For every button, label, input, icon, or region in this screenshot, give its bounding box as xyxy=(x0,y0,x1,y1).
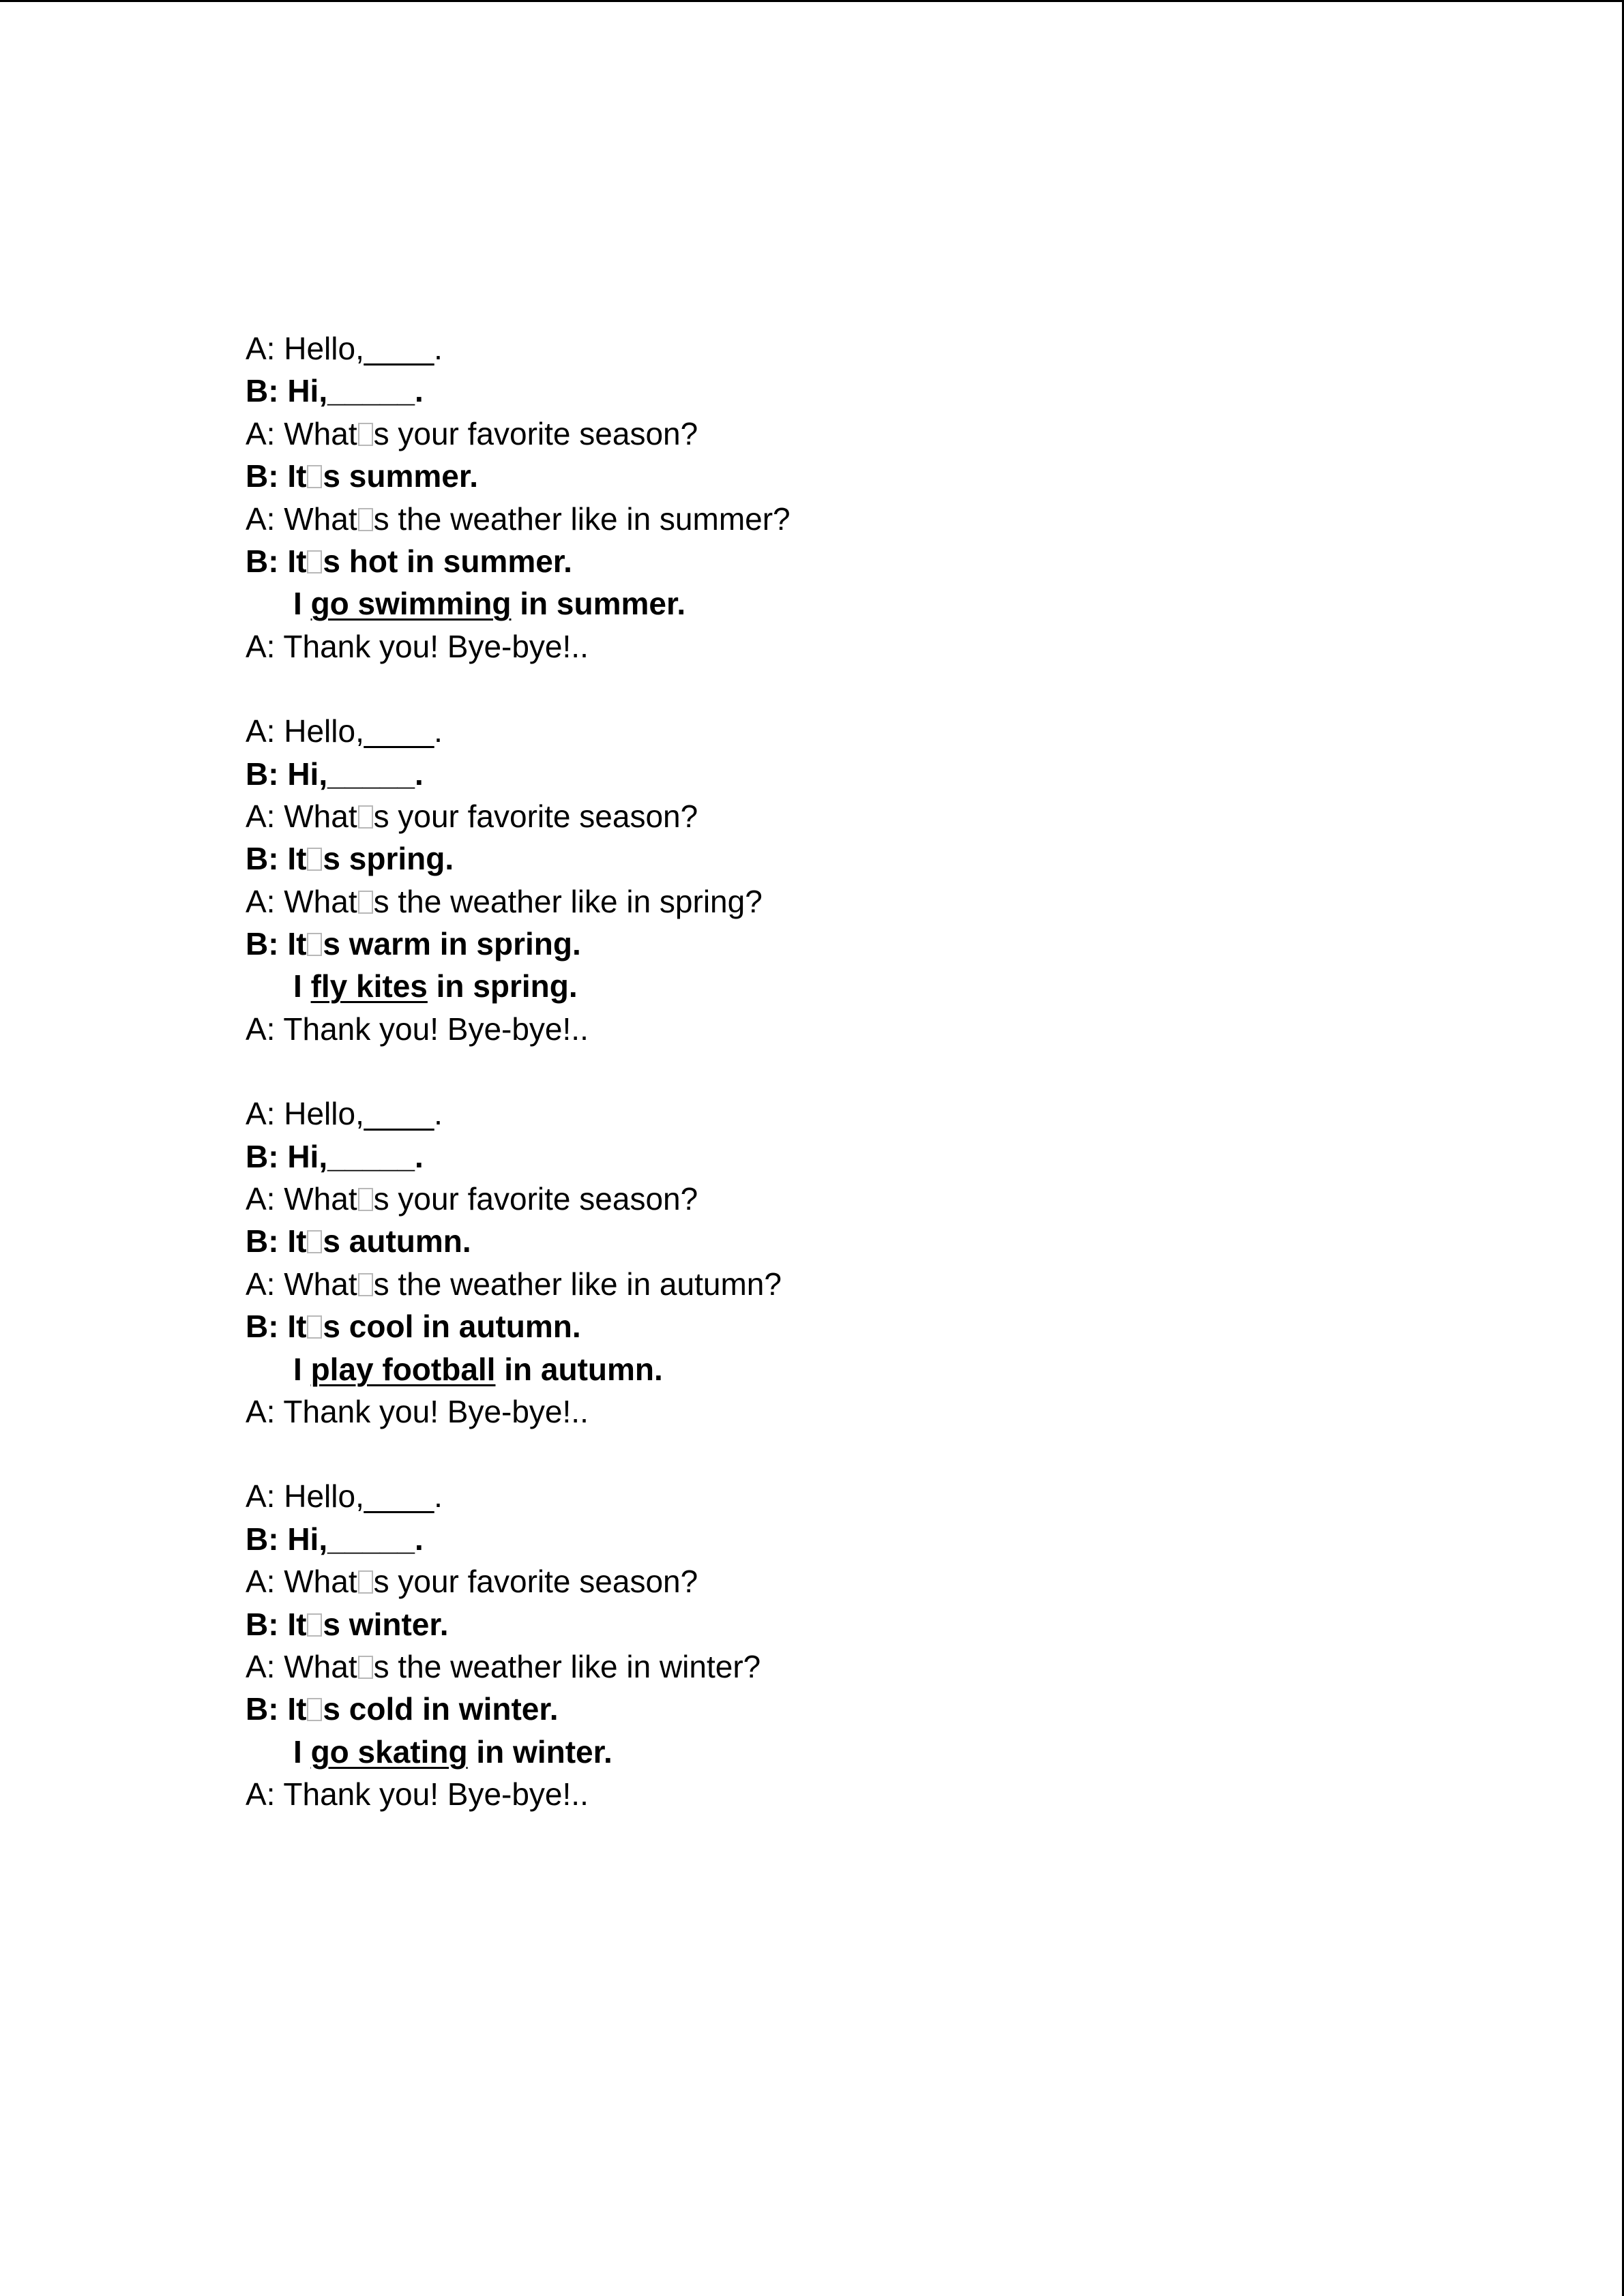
text-segment: s your favorite season? xyxy=(373,1564,698,1600)
text-segment: s the weather like in winter? xyxy=(373,1648,761,1684)
activity-underlined: play football xyxy=(310,1351,496,1387)
text-segment: A: What xyxy=(246,798,357,834)
missing-glyph-icon xyxy=(358,1273,373,1296)
text-segment: s summer. xyxy=(323,458,478,494)
activity-underlined: go swimming xyxy=(310,586,512,622)
line-b-favorite-answer xyxy=(246,837,1541,880)
text-segment: s hot in summer. xyxy=(323,543,572,579)
line-b-favorite-answer xyxy=(246,1603,1541,1645)
text-segment: in summer. xyxy=(511,586,686,622)
missing-glyph-icon xyxy=(358,423,373,446)
dialogue-winter xyxy=(246,1475,1541,1815)
activity-underlined: fly kites xyxy=(310,968,428,1004)
text-segment: B: It xyxy=(246,1223,307,1259)
dialogue-spring xyxy=(246,710,1541,1050)
dialogue-summer xyxy=(246,327,1541,668)
line-b-hi: B: Hi,_____. xyxy=(246,1521,424,1557)
line-a-favorite-question xyxy=(246,1560,1541,1602)
missing-glyph-icon xyxy=(307,933,322,956)
text-segment: A: What xyxy=(246,1266,357,1302)
text-segment: I xyxy=(293,586,311,622)
line-a-favorite-question xyxy=(246,795,1541,837)
line-a-hello: A: Hello,____. xyxy=(246,713,443,749)
line-b-weather-answer xyxy=(246,1305,1541,1347)
text-segment: I xyxy=(293,1351,311,1387)
text-segment: in autumn. xyxy=(495,1351,663,1387)
missing-glyph-icon xyxy=(307,848,322,871)
missing-glyph-icon xyxy=(307,465,322,488)
line-b-hi: B: Hi,_____. xyxy=(246,1138,424,1174)
missing-glyph-icon xyxy=(307,550,322,573)
missing-glyph-icon xyxy=(358,1656,373,1679)
text-segment: B: It xyxy=(246,458,307,494)
missing-glyph-icon xyxy=(307,1613,322,1637)
missing-glyph-icon xyxy=(307,1315,322,1339)
text-segment: B: It xyxy=(246,543,307,579)
missing-glyph-icon xyxy=(358,805,373,829)
text-segment: s the weather like in summer? xyxy=(373,501,791,537)
text-segment: I xyxy=(293,968,311,1004)
text-segment: B: It xyxy=(246,1309,307,1345)
line-a-bye: A: Thank you! Bye-bye!.. xyxy=(246,1776,589,1813)
text-segment: s your favorite season? xyxy=(373,798,698,834)
text-segment: s autumn. xyxy=(323,1223,471,1259)
line-b-activity xyxy=(246,1731,1541,1773)
line-b-activity xyxy=(246,1348,1541,1390)
line-a-hello: A: Hello,____. xyxy=(246,1096,443,1132)
line-a-favorite-question xyxy=(246,1178,1541,1220)
document-body xyxy=(246,327,1541,1858)
text-segment: I xyxy=(293,1733,311,1770)
line-b-activity xyxy=(246,965,1541,1007)
text-segment: A: What xyxy=(246,1648,357,1684)
missing-glyph-icon xyxy=(358,508,373,531)
line-a-bye: A: Thank you! Bye-bye!.. xyxy=(246,1011,589,1047)
line-a-bye: A: Thank you! Bye-bye!.. xyxy=(246,628,589,664)
text-segment: A: What xyxy=(246,1181,357,1217)
text-segment: s spring. xyxy=(323,841,454,877)
text-segment: s the weather like in spring? xyxy=(373,883,763,919)
line-b-favorite-answer xyxy=(246,1220,1541,1262)
text-segment: s cool in autumn. xyxy=(323,1309,581,1345)
text-segment: s warm in spring. xyxy=(323,926,581,962)
line-b-hi: B: Hi,_____. xyxy=(246,756,424,792)
line-a-weather-question xyxy=(246,1263,1541,1305)
text-segment: s your favorite season? xyxy=(373,415,698,451)
line-a-weather-question xyxy=(246,880,1541,923)
line-a-bye: A: Thank you! Bye-bye!.. xyxy=(246,1393,589,1429)
page-border-top xyxy=(0,0,1624,2)
text-segment: s your favorite season? xyxy=(373,1181,698,1217)
text-segment: A: What xyxy=(246,415,357,451)
line-a-weather-question xyxy=(246,1645,1541,1688)
text-segment: s winter. xyxy=(323,1606,449,1642)
line-b-activity xyxy=(246,582,1541,625)
line-b-weather-answer xyxy=(246,1688,1541,1730)
line-b-weather-answer xyxy=(246,540,1541,582)
missing-glyph-icon xyxy=(307,1230,322,1253)
missing-glyph-icon xyxy=(307,1698,322,1721)
activity-underlined: go skating xyxy=(310,1733,468,1770)
missing-glyph-icon xyxy=(358,1570,373,1594)
text-segment: s the weather like in autumn? xyxy=(373,1266,782,1302)
line-b-favorite-answer xyxy=(246,455,1541,497)
line-a-hello: A: Hello,____. xyxy=(246,331,443,366)
line-a-weather-question xyxy=(246,498,1541,540)
text-segment: A: What xyxy=(246,501,357,537)
text-segment: in spring. xyxy=(427,968,578,1004)
line-a-favorite-question xyxy=(246,413,1541,455)
text-segment: B: It xyxy=(246,926,307,962)
text-segment: in winter. xyxy=(467,1733,612,1770)
line-b-hi: B: Hi,_____. xyxy=(246,373,424,409)
text-segment: B: It xyxy=(246,1691,307,1727)
text-segment: B: It xyxy=(246,841,307,877)
text-segment: s cold in winter. xyxy=(323,1691,559,1727)
text-segment: A: What xyxy=(246,883,357,919)
dialogue-autumn xyxy=(246,1092,1541,1433)
text-segment: A: What xyxy=(246,1564,357,1600)
line-b-weather-answer xyxy=(246,923,1541,965)
missing-glyph-icon xyxy=(358,1188,373,1211)
text-segment: B: It xyxy=(246,1606,307,1642)
line-a-hello: A: Hello,____. xyxy=(246,1478,443,1515)
missing-glyph-icon xyxy=(358,891,373,914)
